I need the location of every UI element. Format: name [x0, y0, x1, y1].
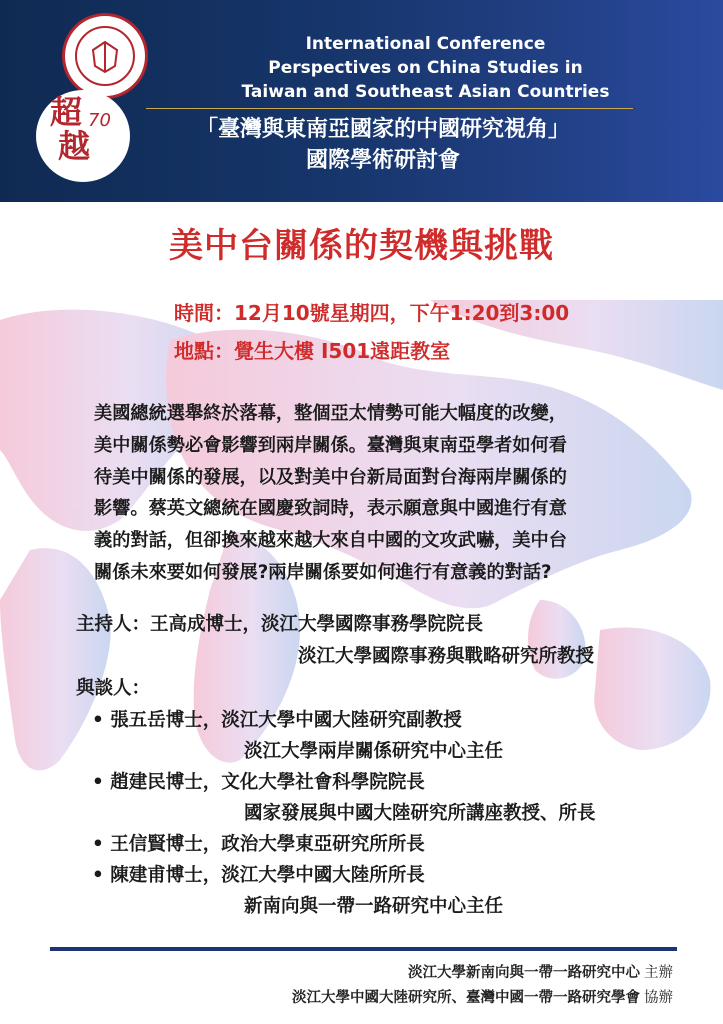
footer-divider: [50, 947, 677, 951]
organizer-role: 協辦: [644, 990, 673, 1006]
en-title-line: Perspectives on China Studies in: [268, 58, 583, 78]
panelist-1: • 張五岳博士，淡江大學中國大陸研究副教授: [92, 710, 462, 731]
seal-emblem-icon: [65, 16, 145, 96]
host-title-line: 淡江大學國際事務與戰略研究所教授: [298, 646, 595, 667]
panel-label: 與談人：: [76, 678, 151, 699]
event-title: 美中台關係的契機與挑戰: [169, 226, 554, 266]
chinese-conference-title: [178, 114, 588, 176]
en-title-line: Taiwan and Southeast Asian Countries: [241, 82, 610, 102]
header-banner: [0, 0, 723, 202]
event-description: [94, 398, 674, 589]
zh-title-line: 國際學術研討會: [305, 148, 460, 173]
description-line: 美國總統選舉終於落幕，整個亞太情勢可能大幅度的改變，: [94, 403, 567, 424]
panelist-4-title: 新南向與一帶一路研究中心主任: [244, 896, 504, 917]
english-conference-title: [218, 32, 633, 104]
organizer-role: 主辦: [644, 965, 673, 981]
organizer-host: [408, 962, 673, 984]
description-line: 待美中關係的發展，以及對美中台新局面對台海兩岸關係的: [94, 466, 567, 488]
description-line: 影響。蔡英文總統在國慶致詞時，表示願意與中國進行有意: [94, 498, 567, 520]
panelist-1-title: 淡江大學兩岸關係研究中心主任: [244, 741, 504, 762]
anniversary-70-logo: 超 越 70: [36, 90, 130, 182]
organizer-name: 淡江大學中國大陸研究所、臺灣中國一帶一路研究學會: [292, 990, 640, 1006]
tamkang-university-logo: [62, 13, 148, 99]
event-time: 時間：12月10號星期四，下午1:20到3:00: [174, 301, 570, 325]
organizer-name: 淡江大學新南向與一帶一路研究中心: [408, 965, 640, 981]
description-line: 美中關係勢必會影響到兩岸關係。臺灣與東南亞學者如何看: [94, 434, 567, 456]
panelist-4: • 陳建甫博士，淡江大學中國大陸所所長: [92, 865, 425, 886]
host-line: 主持人：王高成博士，淡江大學國際事務學院院長: [76, 614, 484, 635]
organizer-cohost: [292, 987, 673, 1009]
panelist-3: • 王信賢博士，政治大學東亞研究所所長: [92, 834, 425, 855]
event-place: 地點：覺生大樓 I501遠距教室: [174, 339, 451, 363]
header-divider: [146, 108, 633, 109]
en-title-line: International Conference: [305, 34, 546, 54]
description-line: 關係未來要如何發展?兩岸關係要如何進行有意義的對話?: [94, 561, 552, 583]
panelist-2-title: 國家發展與中國大陸研究所講座教授、所長: [244, 803, 596, 824]
panelist-2: • 趙建民博士，文化大學社會科學院院長: [92, 772, 425, 793]
zh-title-line: 「臺灣與東南亞國家的中國研究視角」: [195, 117, 570, 142]
description-line: 義的對話，但卻換來越來越大來自中國的文攻武嚇，美中台: [94, 530, 567, 552]
